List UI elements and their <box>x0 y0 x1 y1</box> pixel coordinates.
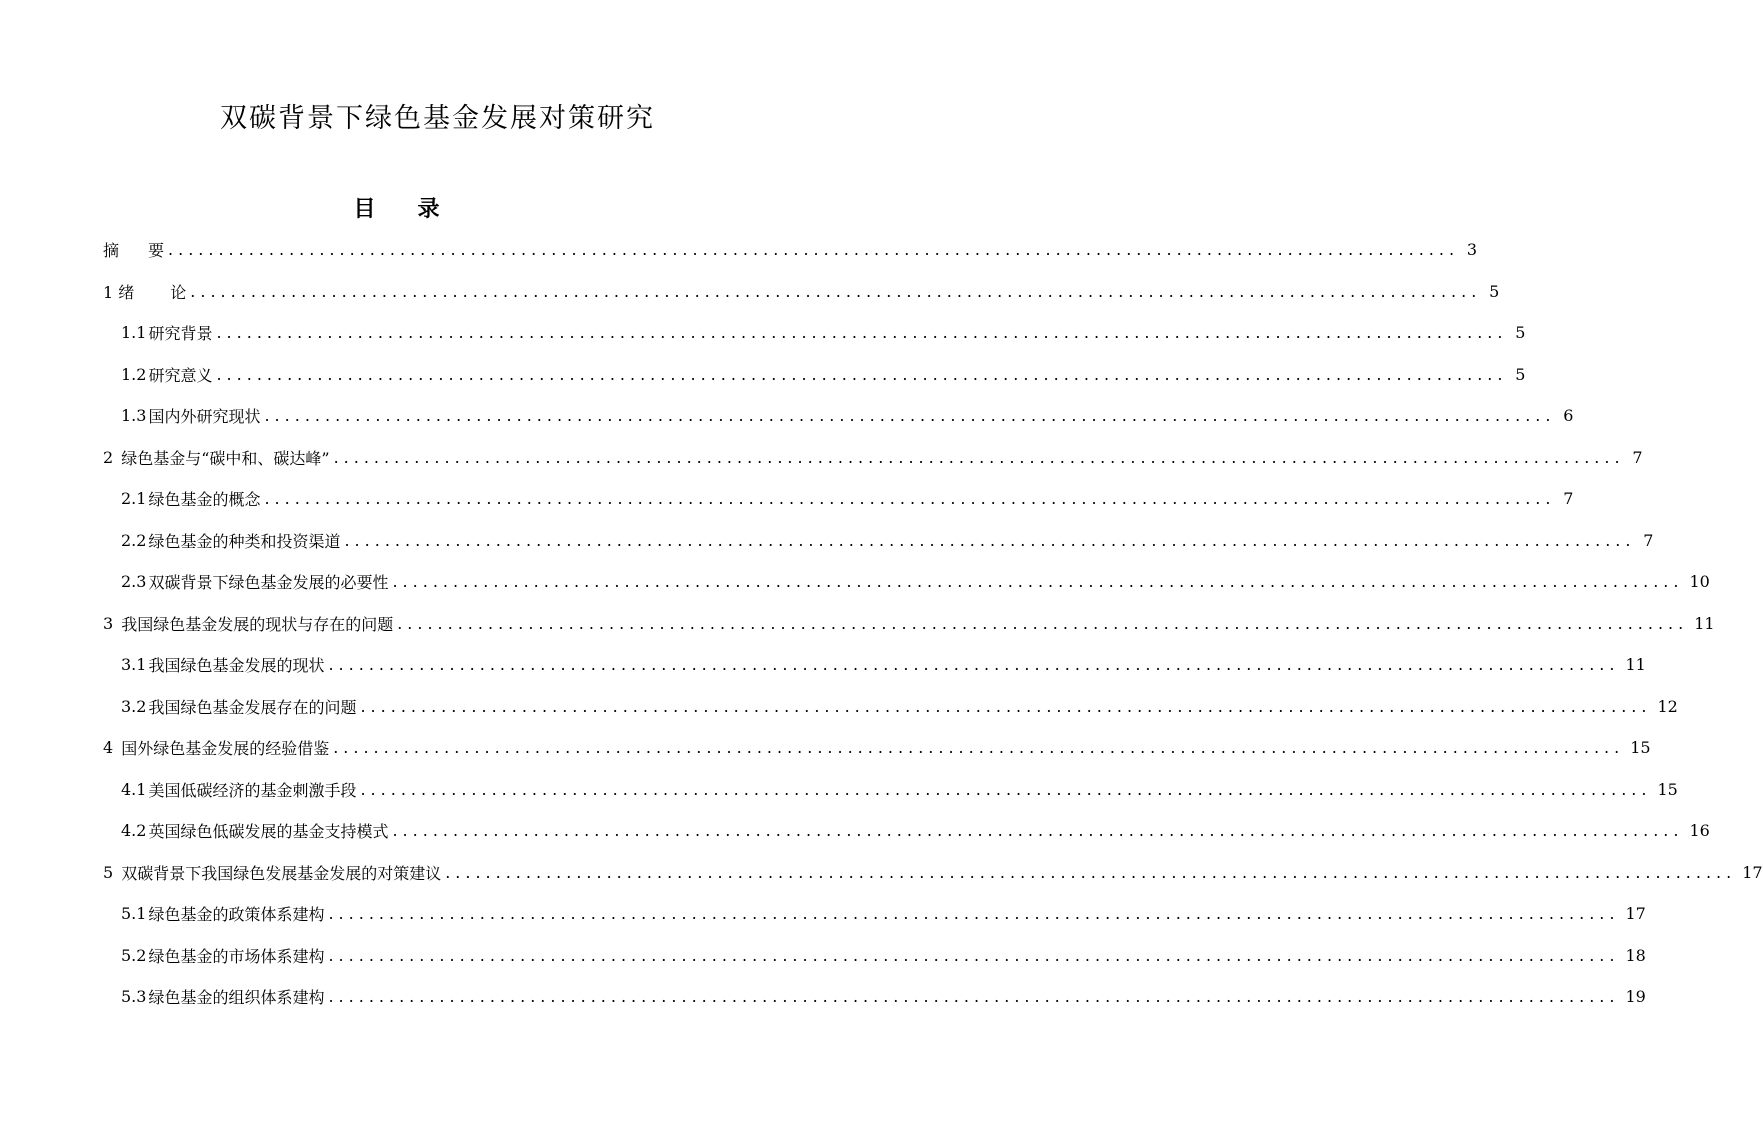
toc-entry-number: 5.3 <box>121 986 147 1006</box>
toc-leader: ................................................................................................................................ <box>392 571 1684 591</box>
toc-entry-label: 研究意义 <box>148 365 213 385</box>
toc-entry-label: 研究背景 <box>148 323 213 343</box>
toc-entry-page: 6 <box>1563 405 1574 425</box>
toc-entry[interactable] <box>121 810 1710 850</box>
toc-leader: ................................................................................................................................ <box>397 613 1689 633</box>
toc-entry-label: 绿色基金的市场体系建构 <box>148 946 325 966</box>
toc-leader: ................................................................................................................................ <box>328 654 1620 674</box>
toc-entry-label: 双碳背景下我国绿色发展基金发展的对策建议 <box>121 863 442 883</box>
toc-entry[interactable] <box>103 852 1763 892</box>
toc-leader: ................................................................................................................................ <box>445 862 1737 882</box>
toc-entry[interactable] <box>121 395 1574 435</box>
toc-entry-number: 5.2 <box>121 945 147 965</box>
toc-entry-number: 2.3 <box>121 571 147 591</box>
toc-entry[interactable] <box>103 271 1500 311</box>
toc-entry-label: 要 <box>148 240 165 260</box>
toc-entry-page: 5 <box>1515 364 1526 384</box>
toc-entry-page: 5 <box>1515 322 1526 342</box>
toc-entry-number: 1.3 <box>121 405 147 425</box>
toc-leader: ................................................................................................................................ <box>190 281 1482 301</box>
toc-entry-page: 7 <box>1563 488 1574 508</box>
toc-entry-label: 论 <box>170 282 187 302</box>
toc-entry-number: 2.1 <box>121 488 147 508</box>
toc-entry-page: 3 <box>1466 239 1478 259</box>
toc-entry[interactable] <box>121 644 1646 684</box>
toc-leader: ................................................................................................................................ <box>328 945 1620 965</box>
toc-heading-char-2: 录 <box>417 196 440 222</box>
toc-leader: ................................................................................................................................ <box>360 696 1652 716</box>
toc-entry-page: 16 <box>1689 820 1710 840</box>
toc-entry-number: 2 <box>103 447 114 467</box>
toc-entry-page: 17 <box>1742 862 1763 882</box>
toc-entry-number: 3 <box>103 613 114 633</box>
toc-entry[interactable] <box>121 561 1710 601</box>
toc-entry-page: 12 <box>1657 696 1678 716</box>
toc-entry-number: 摘 <box>103 240 120 260</box>
toc-leader: ................................................................................................................................ <box>333 447 1625 467</box>
toc-entry-page: 11 <box>1694 613 1715 633</box>
toc-entry-page: 7 <box>1643 530 1654 550</box>
toc-entry-number: 4.2 <box>121 820 147 840</box>
toc-entry-number: 3.2 <box>121 696 147 716</box>
toc-entry-number: 2.2 <box>121 530 147 550</box>
toc-entry-label: 我国绿色基金发展的现状与存在的问题 <box>121 614 394 634</box>
toc-entry-label: 绿色基金的政策体系建构 <box>148 904 325 924</box>
toc-entry-label: 绿色基金的组织体系建构 <box>148 987 325 1007</box>
toc-leader: ................................................................................................................................ <box>392 820 1684 840</box>
toc-entry[interactable] <box>121 312 1526 352</box>
toc-entry[interactable] <box>103 229 1478 269</box>
toc-entry-label: 我国绿色基金发展的现状 <box>148 655 325 675</box>
toc-leader: ................................................................................................................................ <box>344 530 1636 550</box>
toc-entry-number: 1.2 <box>121 364 147 384</box>
toc-entry-number: 1.1 <box>121 322 147 342</box>
toc-entry-page: 15 <box>1657 779 1678 799</box>
toc-entry-page: 18 <box>1625 945 1646 965</box>
toc-entry-page: 11 <box>1625 654 1646 674</box>
toc-leader: ................................................................................................................................ <box>264 488 1556 508</box>
toc-heading-char-1: 目 <box>353 196 376 222</box>
toc-heading <box>0 192 793 223</box>
toc-entry[interactable] <box>103 437 1643 477</box>
toc-entry-label: 绿色基金的种类和投资渠道 <box>148 531 341 551</box>
toc-entry-number: 4.1 <box>121 779 147 799</box>
toc-entry-number: 5.1 <box>121 903 147 923</box>
toc-entry-label: 绿色基金的概念 <box>148 489 261 509</box>
toc-entry-label: 绿色基金与“碳中和、碳达峰” <box>121 448 330 468</box>
toc-entry-label: 国外绿色基金发展的经验借鉴 <box>121 738 330 758</box>
toc-leader: ................................................................................................................................ <box>264 405 1556 425</box>
toc-entry[interactable] <box>121 354 1526 394</box>
toc-leader: ................................................................................................................................ <box>216 364 1508 384</box>
toc-leader: ................................................................................................................................ <box>216 322 1508 342</box>
toc-entry[interactable] <box>121 976 1646 1016</box>
toc-entry-page: 15 <box>1630 737 1651 757</box>
toc-entry-label: 我国绿色基金发展存在的问题 <box>148 697 357 717</box>
toc-entry[interactable] <box>121 769 1678 809</box>
toc-entry-number: 4 <box>103 737 114 757</box>
toc-entry-page: 17 <box>1625 903 1646 923</box>
toc-entry-label: 国内外研究现状 <box>148 406 261 426</box>
toc-entry[interactable] <box>121 893 1646 933</box>
toc-entry-page: 7 <box>1632 447 1643 467</box>
toc-leader: ................................................................................................................................ <box>328 986 1620 1006</box>
toc-entry[interactable] <box>103 603 1715 643</box>
toc-entry[interactable] <box>103 727 1651 767</box>
toc-entry-label: 英国绿色低碳发展的基金支持模式 <box>148 821 389 841</box>
toc-entry[interactable] <box>121 686 1678 726</box>
toc-entry-page: 10 <box>1689 571 1710 591</box>
toc-leader: ................................................................................................................................ <box>360 779 1652 799</box>
toc-leader: ................................................................................................................................ <box>333 737 1625 757</box>
toc-entry[interactable] <box>121 520 1654 560</box>
toc-entry-number: 5 <box>103 862 114 882</box>
toc-entry-number: 1 绪 <box>103 282 135 302</box>
toc-entry[interactable] <box>121 935 1646 975</box>
document-title: 双碳背景下绿色基金发展对策研究 <box>220 103 655 134</box>
toc-entry-page: 5 <box>1489 281 1500 301</box>
toc-leader: ................................................................................................................................ <box>168 239 1460 259</box>
toc-entry-number: 3.1 <box>121 654 147 674</box>
toc-entry-label: 美国低碳经济的基金刺激手段 <box>148 780 357 800</box>
toc-leader: ................................................................................................................................ <box>328 903 1620 923</box>
toc-entry-label: 双碳背景下绿色基金发展的必要性 <box>148 572 389 592</box>
toc-entry-page: 19 <box>1625 986 1646 1006</box>
toc-entry[interactable] <box>121 478 1574 518</box>
